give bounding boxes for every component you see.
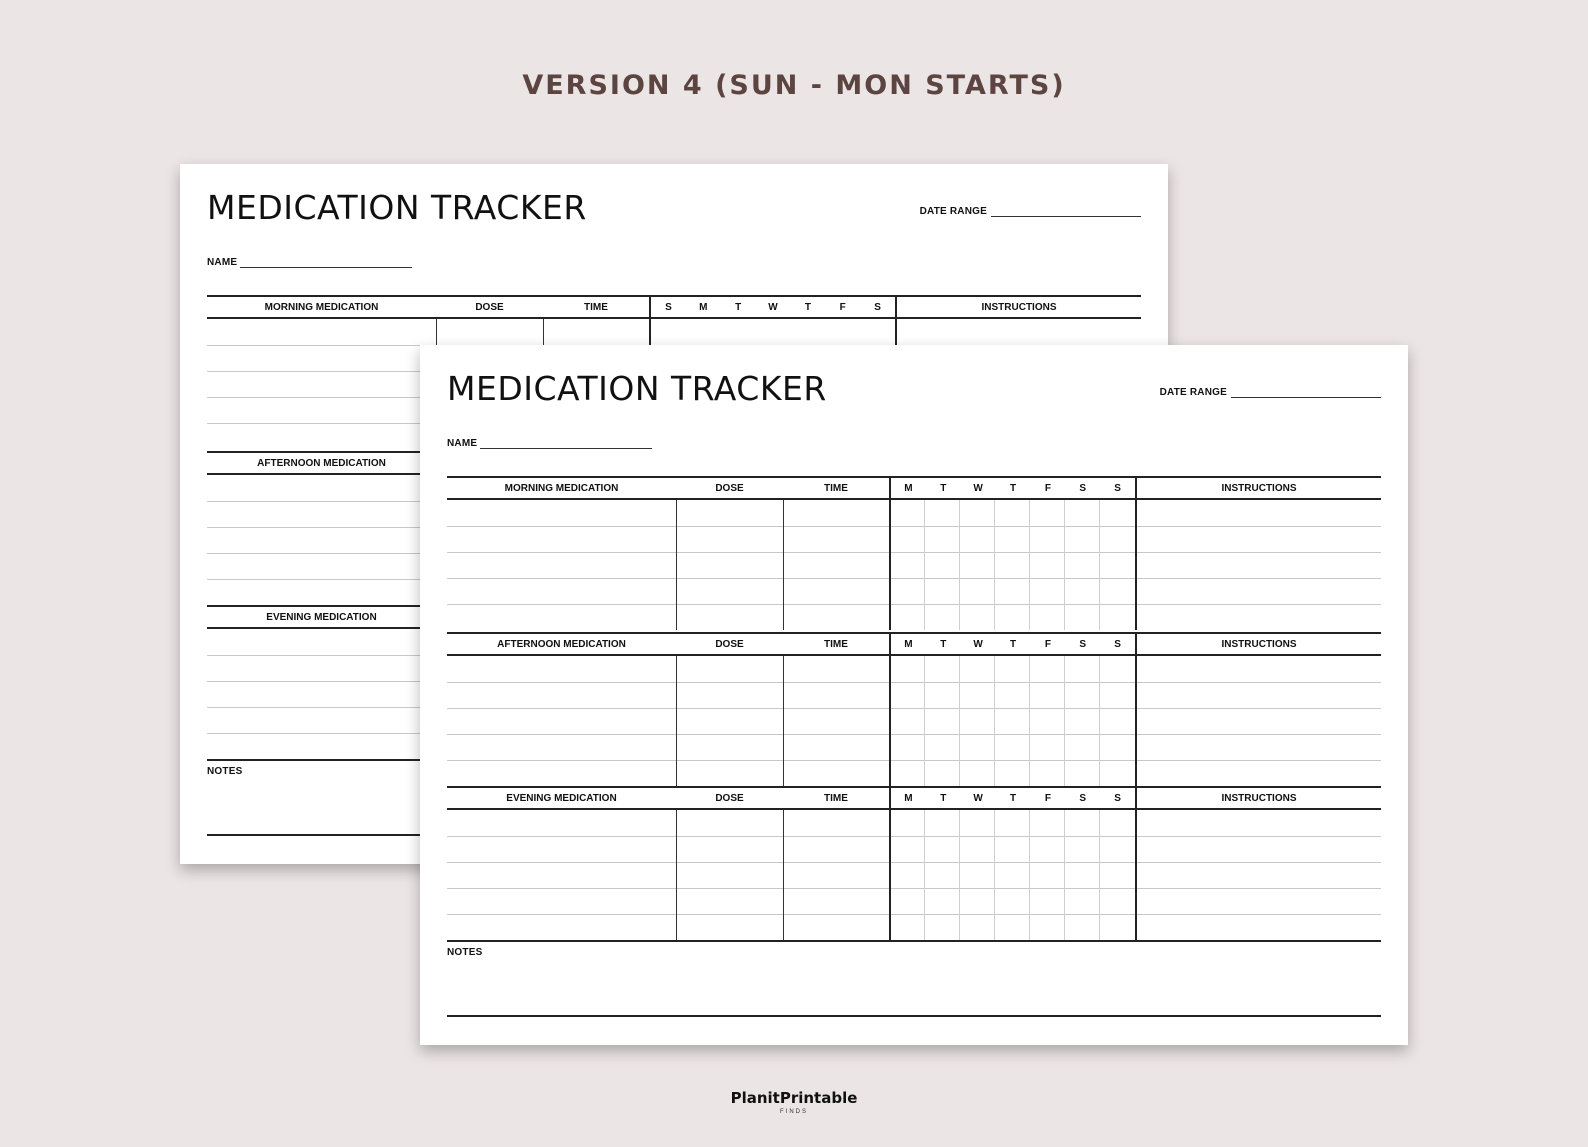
day-headers [649, 297, 897, 317]
day-divider [924, 656, 925, 786]
date-range-line [1231, 385, 1381, 398]
name-line [480, 436, 652, 449]
day-divider [1099, 656, 1100, 786]
date-range-line [991, 204, 1141, 217]
column-divider [889, 656, 891, 786]
notes-bottom-rule [447, 1015, 1381, 1017]
day-divider [1064, 810, 1065, 940]
date-range-field [1160, 385, 1381, 398]
section-label: MORNING MEDICATION [264, 301, 379, 313]
day-divider [1029, 656, 1030, 786]
column-divider [1135, 656, 1137, 786]
day-header: W [768, 301, 778, 313]
day-header: S [1114, 638, 1121, 650]
day-header: T [1009, 482, 1017, 494]
sheet-title: MEDICATION TRACKER [207, 188, 587, 227]
day-header: W [973, 482, 983, 494]
instructions-header: INSTRUCTIONS [981, 301, 1057, 313]
row-line [447, 578, 1381, 579]
section-label: AFTERNOON MEDICATION [257, 457, 386, 469]
day-header: M [904, 482, 913, 494]
row-line [447, 734, 1381, 735]
instructions-header: INSTRUCTIONS [1221, 792, 1297, 804]
section-label: EVENING MEDICATION [266, 611, 377, 623]
day-divider [1029, 810, 1030, 940]
brand-subtitle: FINDS [780, 1109, 808, 1115]
section-header [207, 295, 1141, 319]
time-header: TIME [824, 792, 848, 804]
day-divider [1099, 500, 1100, 630]
day-divider [959, 500, 960, 630]
day-header: S [1079, 482, 1087, 494]
row-line [447, 888, 1381, 889]
dose-header: DOSE [715, 482, 744, 494]
front-evening-section [447, 786, 1381, 940]
time-header: TIME [584, 301, 608, 313]
row-line [447, 682, 1381, 683]
row-line [447, 552, 1381, 553]
row-line [447, 760, 1381, 761]
day-headers [889, 788, 1137, 808]
entry-rows [447, 656, 1381, 786]
day-header: W [973, 638, 983, 650]
day-header: S [1114, 792, 1121, 804]
front-morning-section [447, 476, 1381, 630]
day-header: T [940, 482, 947, 494]
section-bottom-rule [447, 940, 1381, 942]
row-line [447, 836, 1381, 837]
time-header: TIME [824, 482, 848, 494]
day-divider [1099, 810, 1100, 940]
day-header: S [1079, 638, 1087, 650]
name-label: NAME [207, 257, 238, 268]
day-header: T [1009, 638, 1017, 650]
day-divider [994, 656, 995, 786]
day-divider [994, 500, 995, 630]
day-header: F [839, 301, 846, 313]
section-header [447, 476, 1381, 500]
date-range-field [920, 204, 1141, 217]
day-header: F [1044, 792, 1051, 804]
instructions-header: INSTRUCTIONS [1221, 482, 1297, 494]
section-header [447, 632, 1381, 656]
front-tracker-sheet [420, 345, 1408, 1045]
column-divider [783, 656, 784, 786]
dose-header: DOSE [715, 792, 744, 804]
column-divider [676, 810, 677, 940]
day-header: T [940, 638, 947, 650]
column-divider [676, 656, 677, 786]
entry-rows [447, 500, 1381, 630]
day-header: F [1044, 638, 1051, 650]
day-header: S [665, 301, 672, 313]
day-header: S [1079, 792, 1087, 804]
day-header: T [804, 301, 811, 313]
day-header: S [874, 301, 881, 313]
date-range-label: DATE RANGE [1159, 387, 1227, 398]
day-header: S [1114, 482, 1121, 494]
section-header [447, 786, 1381, 810]
section-label: MORNING MEDICATION [504, 482, 619, 494]
day-header: M [699, 301, 708, 313]
day-header: M [904, 792, 913, 804]
entry-rows [447, 810, 1381, 940]
front-afternoon-section [447, 632, 1381, 786]
sheet-title: MEDICATION TRACKER [447, 369, 827, 408]
notes-label: NOTES [447, 947, 483, 958]
column-divider [1135, 500, 1137, 630]
day-headers [889, 478, 1137, 498]
day-header: M [904, 638, 913, 650]
day-divider [1064, 656, 1065, 786]
day-header: T [1009, 792, 1017, 804]
day-divider [1064, 500, 1065, 630]
column-divider [783, 810, 784, 940]
row-line [447, 526, 1381, 527]
row-line [447, 604, 1381, 605]
notes-label: NOTES [207, 766, 243, 777]
row-line [447, 914, 1381, 915]
row-line [447, 708, 1381, 709]
day-divider [924, 810, 925, 940]
page-heading: VERSION 4 (SUN - MON STARTS) [522, 70, 1066, 101]
day-header: T [735, 301, 742, 313]
day-divider [924, 500, 925, 630]
dose-header: DOSE [475, 301, 504, 313]
column-divider [889, 810, 891, 940]
day-divider [959, 810, 960, 940]
column-divider [783, 500, 784, 630]
day-headers [889, 634, 1137, 654]
section-label: AFTERNOON MEDICATION [497, 638, 626, 650]
day-header: W [973, 792, 983, 804]
name-line [240, 255, 412, 268]
section-label: EVENING MEDICATION [506, 792, 617, 804]
brand-footer [0, 1089, 1588, 1115]
name-label: NAME [447, 438, 478, 449]
column-divider [1135, 810, 1137, 940]
dose-header: DOSE [715, 638, 744, 650]
instructions-header: INSTRUCTIONS [1221, 638, 1297, 650]
brand-name: PlanitPrintable [730, 1089, 858, 1107]
day-divider [959, 656, 960, 786]
name-field [207, 255, 412, 268]
column-divider [676, 500, 677, 630]
row-line [447, 862, 1381, 863]
day-header: T [940, 792, 947, 804]
name-field [447, 436, 652, 449]
column-divider [889, 500, 891, 630]
day-divider [1029, 500, 1030, 630]
time-header: TIME [824, 638, 848, 650]
day-header: F [1044, 482, 1051, 494]
day-divider [994, 810, 995, 940]
date-range-label: DATE RANGE [919, 206, 987, 217]
